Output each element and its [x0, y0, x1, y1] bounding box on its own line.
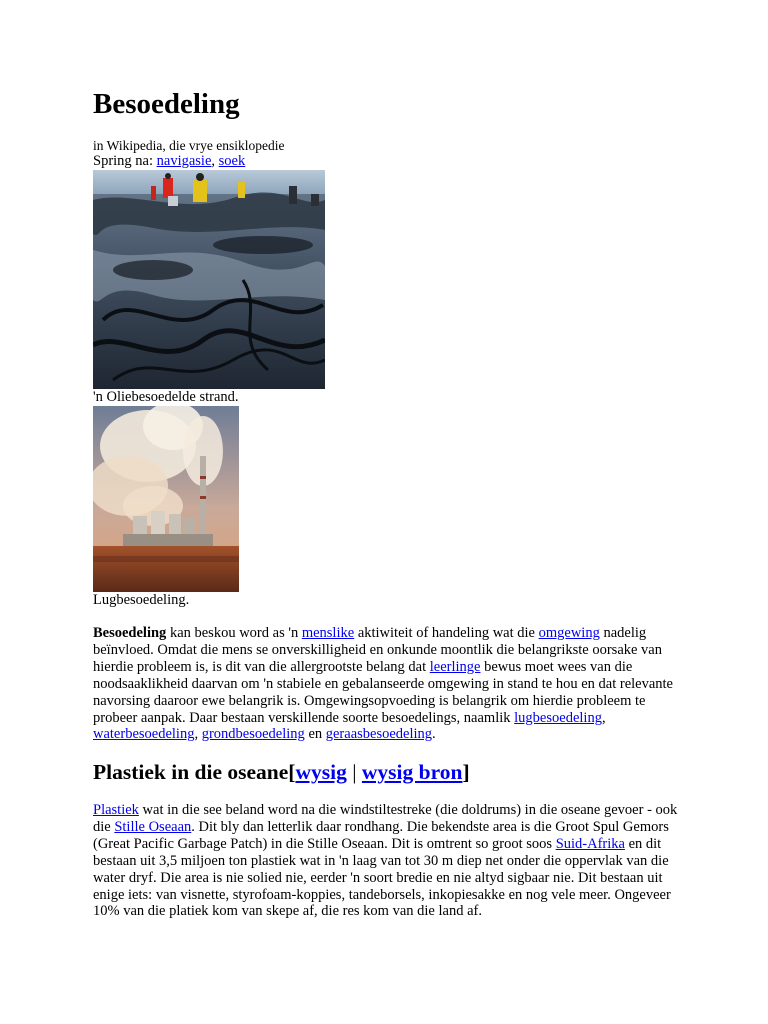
edit-source-link[interactable]: wysig bron	[361, 760, 463, 784]
link-lugbesoedeling[interactable]: lugbesoedeling	[514, 709, 602, 726]
paragraph-text: ,	[601, 709, 606, 726]
link-geraasbesoedeling[interactable]: geraasbesoedeling	[325, 726, 433, 743]
paragraph-text: wat in die see beland word na die windstiltestreke (die doldrums) in die oseane gevoer - ook die	[93, 802, 678, 835]
bracket: [	[288, 760, 296, 784]
link-suid-afrika[interactable]: Suid-Afrika	[555, 835, 625, 852]
link-plastiek[interactable]: Plastiek	[93, 802, 139, 818]
jump-prefix: Spring na:	[93, 153, 157, 169]
bracket: ]	[462, 760, 470, 784]
page-title: Besoedeling	[93, 88, 240, 120]
paragraph-text: ,	[194, 726, 202, 743]
paragraph-text: en dit bestaan uit 3,5 miljoen ton plastiek wat in 'n laag van tot 30 m diep net onder die oppervlak van die water dryf. Die area is nie solied nie, eerder 'n soort bredie en nie altyd sigbaar nie. Dit bestaan uit enige iets: van visnette, styrofoam-koppies, tandeborsels, inkopiesakke en nog vele meer. Ongeveer 10% van die platiek kom van skepe af, die res kom van die land af.	[93, 835, 671, 920]
air-pollution-image[interactable]	[93, 406, 239, 592]
link-leerlinge[interactable]: leerlinge	[429, 658, 481, 675]
intro-paragraph	[93, 625, 683, 743]
jump-navigation-link[interactable]: navigasie	[156, 153, 212, 169]
paragraph-text: en	[304, 726, 326, 743]
edit-separator: |	[346, 760, 362, 784]
jump-links	[93, 153, 245, 170]
paragraph-text: bewus moet wees van die noodsaaklikheid daarvan om 'n stabiele en gebalanseerde omgewing in stand te hou en dat relevante navorsing daaroor ewe belangrik is. Omgewingsopvoeding is belangrik om hierdie probleem te probeer aanpak. Daar bestaan verskillende soorte besoedelings, naamlik	[93, 658, 673, 726]
paragraph-text: nadelig beïnvloed. Omdat die mens se onverskilligheid en onkunde moontlik die belangrikste oorsake van hierdie probleem is, is dit van die allergrootste belang dat	[93, 625, 662, 675]
jump-separator: ,	[211, 153, 219, 169]
edit-section-link[interactable]: wysig	[295, 760, 347, 784]
paragraph-text: .	[432, 726, 436, 743]
plastic-paragraph	[93, 802, 683, 920]
paragraph-text: aktiwiteit of handeling wat die	[354, 625, 539, 641]
jump-search-link[interactable]: soek	[218, 153, 246, 169]
bold-term: Besoedeling	[93, 625, 167, 641]
link-waterbesoedeling[interactable]: waterbesoedeling	[93, 726, 195, 743]
oil-beach-image[interactable]	[93, 170, 325, 389]
figure-caption: 'n Oliebesoedelde strand.	[93, 389, 239, 405]
link-stille-oseaan[interactable]: Stille Oseaan	[114, 818, 192, 835]
link-menslike[interactable]: menslike	[301, 625, 355, 641]
section-heading	[93, 758, 470, 786]
section-heading-text: Plastiek in die oseane	[93, 760, 289, 784]
link-grondbesoedeling[interactable]: grondbesoedeling	[201, 726, 305, 743]
link-omgewing[interactable]: omgewing	[538, 625, 600, 641]
site-tagline: in Wikipedia, die vrye ensiklopedie	[93, 138, 285, 153]
paragraph-text: . Dit bly dan letterlik daar rondhang. Die bekendste area is die Groot Spul Gemors (Great Pacific Garbage Patch) in die Stille Oseaan. Dit is omtrent so groot soos	[93, 818, 669, 852]
figure-caption: Lugbesoedeling.	[93, 592, 190, 608]
paragraph-text: kan beskou word as 'n	[166, 625, 302, 641]
